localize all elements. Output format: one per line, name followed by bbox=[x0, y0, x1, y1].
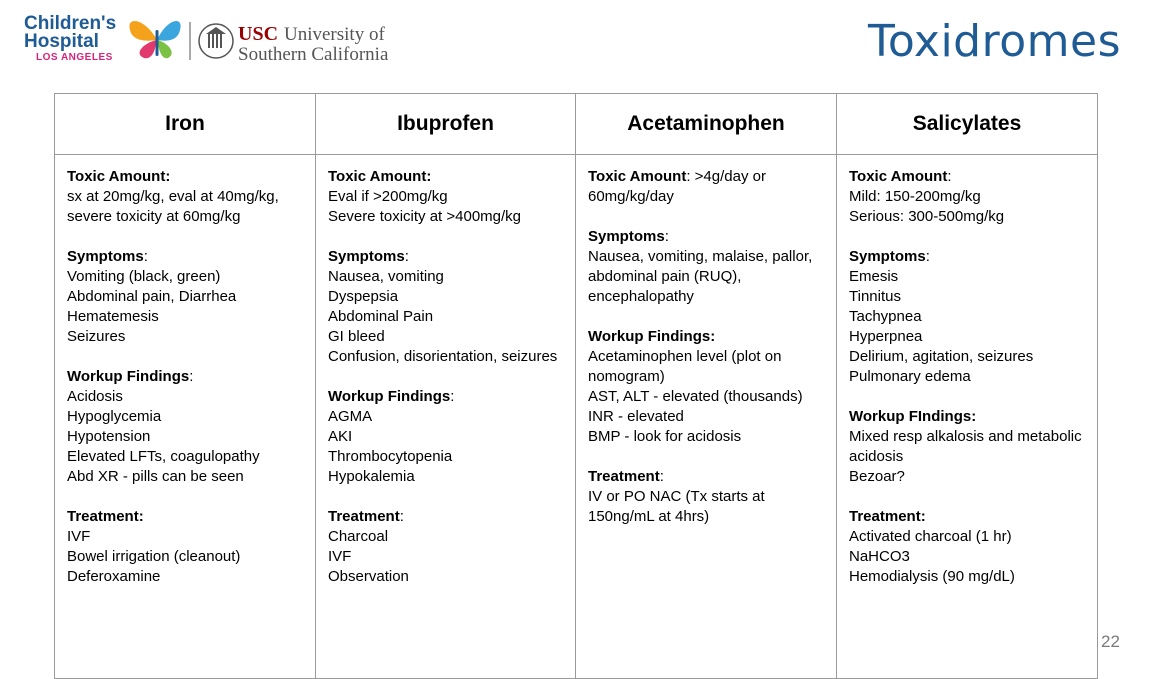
cell-line: Nausea, vomiting bbox=[328, 268, 444, 285]
cell-line: Thrombocytopenia bbox=[328, 448, 453, 465]
section-label-suffix: : bbox=[664, 228, 669, 245]
column-heading: Salicylates bbox=[837, 94, 1098, 155]
usc-seal-icon bbox=[199, 24, 233, 58]
section-label: Treatment bbox=[328, 508, 400, 525]
cell-line: Hematemesis bbox=[67, 308, 159, 325]
section-heading bbox=[588, 227, 828, 247]
section-label-suffix: : bbox=[399, 508, 404, 525]
section-label: Symptoms bbox=[588, 228, 665, 245]
section bbox=[849, 247, 1089, 387]
section bbox=[328, 507, 567, 587]
column-cell bbox=[316, 155, 576, 679]
section-label-suffix: : >4g/day or 60mg/kg/day bbox=[588, 168, 766, 205]
section bbox=[588, 327, 828, 447]
cell-line: Abd XR - pills can be seen bbox=[67, 468, 244, 485]
section-heading bbox=[67, 367, 307, 387]
cell-line: Hyperpnea bbox=[849, 328, 923, 345]
section bbox=[328, 247, 567, 367]
cell-line: AGMA bbox=[328, 408, 373, 425]
cell-line: sx at 20mg/kg, eval at 40mg/kg, severe toxicity at 60mg/kg bbox=[67, 188, 279, 225]
cell-line: Delirium, agitation, seizures bbox=[849, 348, 1034, 365]
section-label: Workup Findings bbox=[67, 368, 190, 385]
section-label: Workup Findings bbox=[328, 388, 451, 405]
column-heading: Acetaminophen bbox=[576, 94, 837, 155]
section-heading bbox=[588, 327, 828, 347]
section-label-suffix: : bbox=[189, 368, 194, 385]
section bbox=[328, 167, 567, 227]
cell-line: Hemodialysis (90 mg/dL) bbox=[849, 568, 1015, 585]
section-label-suffix: : bbox=[947, 168, 952, 185]
section-label: Toxic Amount bbox=[849, 168, 948, 185]
section-label-suffix: : bbox=[404, 248, 409, 265]
section-heading bbox=[328, 387, 567, 407]
section-label: Symptoms bbox=[67, 248, 144, 265]
table-row bbox=[55, 155, 1098, 679]
cell-line: Hypokalemia bbox=[328, 468, 415, 485]
cell-line: Severe toxicity at >400mg/kg bbox=[328, 208, 522, 225]
section bbox=[849, 507, 1089, 587]
section bbox=[849, 407, 1089, 487]
cell-line: Deferoxamine bbox=[67, 568, 161, 585]
section-label-suffix: : bbox=[450, 388, 455, 405]
cell-line: Abdominal pain, Diarrhea bbox=[67, 288, 237, 305]
cell-line: Pulmonary edema bbox=[849, 368, 971, 385]
section-heading bbox=[849, 507, 1089, 527]
cell-line: Observation bbox=[328, 568, 409, 585]
section-label: Symptoms bbox=[849, 248, 926, 265]
cell-line: Elevated LFTs, coagulopathy bbox=[67, 448, 260, 465]
section-heading bbox=[849, 247, 1089, 267]
cell-line: Charcoal bbox=[328, 528, 389, 545]
cell-line: Hypoglycemia bbox=[67, 408, 162, 425]
cell-line: GI bleed bbox=[328, 328, 385, 345]
cell-line: Bezoar? bbox=[849, 468, 905, 485]
chla-logo-line3: LOS ANGELES bbox=[36, 52, 113, 63]
section-label: Treatment: bbox=[67, 508, 144, 525]
cell-line: Activated charcoal (1 hr) bbox=[849, 528, 1012, 545]
cell-line: NaHCO3 bbox=[849, 548, 910, 565]
cell-line: IV or PO NAC (Tx starts at 150ng/mL at 4hrs) bbox=[588, 488, 765, 525]
column-cell bbox=[576, 155, 837, 679]
section-heading bbox=[328, 247, 567, 267]
cell-line: AST, ALT - elevated (thousands) bbox=[588, 388, 803, 405]
section-label: Workup Findings: bbox=[588, 328, 716, 345]
usc-logo-line2: Southern California bbox=[238, 44, 389, 64]
section bbox=[67, 367, 307, 487]
section bbox=[588, 167, 828, 207]
section-label-suffix: : bbox=[659, 468, 664, 485]
section-heading bbox=[328, 167, 567, 187]
section-label: Workup FIndings: bbox=[849, 408, 977, 425]
section-label-suffix: : bbox=[143, 248, 148, 265]
cell-line: IVF bbox=[67, 528, 91, 545]
cell-line: Tinnitus bbox=[849, 288, 901, 305]
cell-line: Vomiting (black, green) bbox=[67, 268, 221, 285]
column-heading: Iron bbox=[55, 94, 316, 155]
chla-logo-line1: Children's bbox=[24, 13, 117, 34]
cell-line: BMP - look for acidosis bbox=[588, 428, 742, 445]
section-label: Toxic Amount: bbox=[67, 168, 171, 185]
column-cell bbox=[837, 155, 1098, 679]
section-label: Symptoms bbox=[328, 248, 405, 265]
table-header-row bbox=[55, 94, 1098, 155]
cell-line: INR - elevated bbox=[588, 408, 684, 425]
chla-logo bbox=[24, 13, 181, 63]
cell-line: Bowel irrigation (cleanout) bbox=[67, 548, 241, 565]
toxidromes-table bbox=[54, 93, 1098, 679]
cell-line: Dyspepsia bbox=[328, 288, 399, 305]
cell-line: IVF bbox=[328, 548, 352, 565]
cell-line: Confusion, disorientation, seizures bbox=[328, 348, 558, 365]
section-heading bbox=[67, 507, 307, 527]
cell-line: Abdominal Pain bbox=[328, 308, 434, 325]
cell-line: Acidosis bbox=[67, 388, 123, 405]
cell-line: Eval if >200mg/kg bbox=[328, 188, 448, 205]
cell-line: Nausea, vomiting, malaise, pallor, abdominal pain (RUQ), encephalopathy bbox=[588, 248, 813, 305]
cell-line: Acetaminophen level (plot on nomogram) bbox=[588, 348, 782, 385]
cell-line: AKI bbox=[328, 428, 353, 445]
chla-logo-line2: Hospital bbox=[24, 31, 99, 52]
section bbox=[328, 387, 567, 487]
section-label: Treatment bbox=[588, 468, 660, 485]
section-heading bbox=[67, 167, 307, 187]
section bbox=[67, 247, 307, 347]
usc-logo bbox=[199, 23, 389, 64]
cell-line: Emesis bbox=[849, 268, 899, 285]
cell-line: Seizures bbox=[67, 328, 126, 345]
usc-logo-mark: USC bbox=[238, 23, 279, 45]
usc-logo-line1: University of bbox=[284, 24, 385, 45]
column-heading: Ibuprofen bbox=[316, 94, 576, 155]
section bbox=[67, 167, 307, 227]
section-heading bbox=[328, 507, 567, 527]
page-number: 22 bbox=[1101, 632, 1120, 651]
cell-line: Hypotension bbox=[67, 428, 151, 445]
section-label-suffix: : bbox=[925, 248, 930, 265]
cell-line: Mild: 150-200mg/kg bbox=[849, 188, 981, 205]
section bbox=[67, 507, 307, 587]
section bbox=[588, 467, 828, 527]
cell-line: Serious: 300-500mg/kg bbox=[849, 208, 1005, 225]
section-heading bbox=[588, 167, 828, 207]
section-label: Treatment: bbox=[849, 508, 926, 525]
section-heading bbox=[588, 467, 828, 487]
cell-line: Mixed resp alkalosis and metabolic acidosis bbox=[849, 428, 1082, 465]
column-cell bbox=[55, 155, 316, 679]
section bbox=[588, 227, 828, 307]
logo-group bbox=[22, 10, 422, 64]
section bbox=[849, 167, 1089, 227]
section-label: Toxic Amount: bbox=[328, 168, 432, 185]
section-label: Toxic Amount bbox=[588, 168, 687, 185]
section-heading bbox=[849, 407, 1089, 427]
section-heading bbox=[67, 247, 307, 267]
cell-line: Tachypnea bbox=[849, 308, 922, 325]
section-heading bbox=[849, 167, 1089, 187]
butterfly-icon bbox=[129, 21, 180, 58]
page-title: Toxidromes bbox=[867, 16, 1121, 67]
